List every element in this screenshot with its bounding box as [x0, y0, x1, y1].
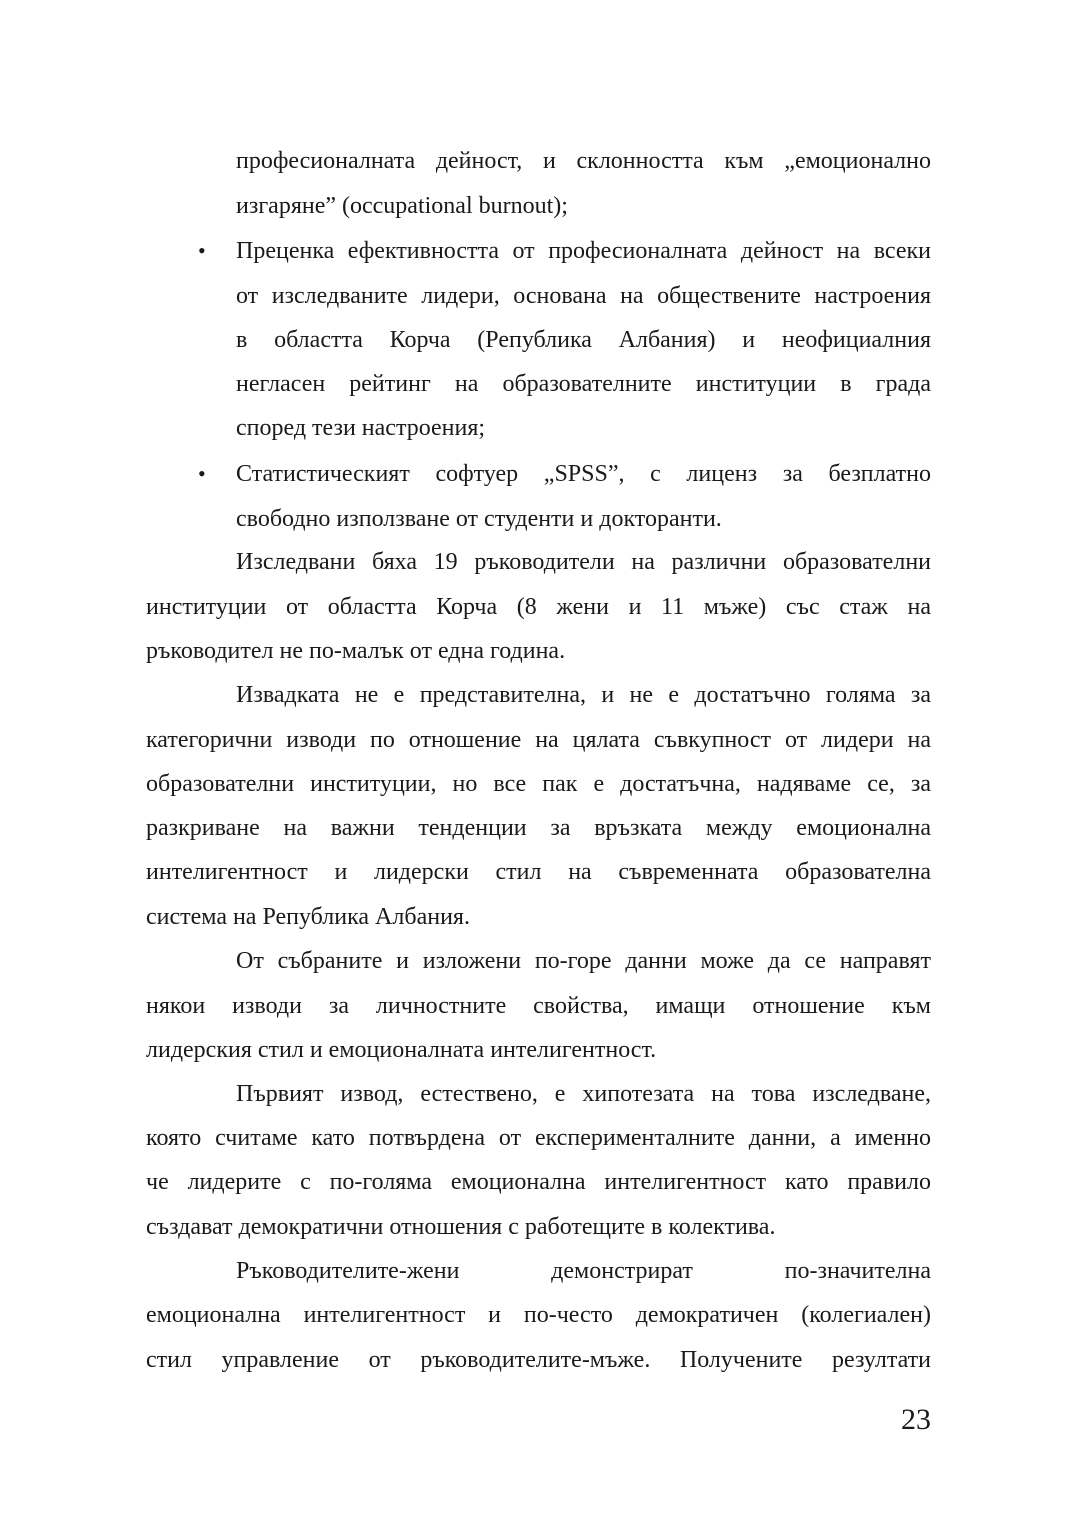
text-line: Ръководителите-жени демонстрират по-значителна	[236, 1258, 931, 1284]
text-line: Изследвани бяха 19 ръководители на различни образователни	[236, 549, 931, 575]
text-line: Статистическият софтуер „SPSS”, с лиценз за безплатно	[236, 461, 931, 487]
text-line: институции от областта Корча (8 жени и 11 мъже) със стаж на	[146, 594, 931, 620]
text-line: разкриване на важни тенденции за връзката между емоционална	[146, 815, 931, 841]
text-line: ръководител не по-малък от една година.	[146, 638, 566, 664]
text-line: според тези настроения;	[236, 415, 486, 441]
text-line: професионалната дейност, и склонността към „емоционално	[236, 148, 931, 174]
text-line: От събраните и изложени по-горе данни може да се направят	[236, 948, 931, 974]
text-line: в областта Корча (Република Албания) и неофициалния	[236, 327, 931, 353]
page-number: 23	[901, 1403, 931, 1436]
text-line: емоционална интелигентност и по-често демократичен (колегиален)	[146, 1302, 931, 1328]
bullet-icon: •	[198, 238, 206, 263]
text-line: категорични изводи по отношение на цялата съвкупност от лидери на	[146, 727, 931, 753]
text-line: че лидерите с по-голяма емоционална интелигентност като правило	[146, 1169, 931, 1195]
text-line: Преценка ефективността от професионалната дейност на всеки	[236, 238, 931, 264]
text-line: система на Република Албания.	[146, 904, 470, 930]
text-line: лидерския стил и емоционалната интелигентност.	[146, 1037, 657, 1063]
text-line: която считаме като потвърдена от експерименталните данни, а именно	[146, 1125, 931, 1151]
text-line: образователни институции, но все пак е достатъчна, надяваме се, за	[146, 771, 931, 797]
text-line: Извадката не е представителна, и не е достатъчно голяма за	[236, 682, 931, 708]
text-line: стил управление от ръководителите-мъже. Получените резултати	[146, 1347, 931, 1373]
text-line: свободно използване от студенти и докторанти.	[236, 506, 722, 532]
text-line: някои изводи за личностните свойства, имащи отношение към	[146, 993, 931, 1019]
text-line: интелигентност и лидерски стил на съвременната образователна	[146, 859, 931, 885]
text-line: изгаряне” (occupational burnout);	[236, 193, 568, 219]
text-line: Първият извод, естествено, е хипотезата на това изследване,	[236, 1081, 931, 1107]
text-line: негласен рейтинг на образователните институции в града	[236, 371, 931, 397]
text-line: от изследваните лидери, основана на обществените настроения	[236, 283, 931, 309]
bullet-icon: •	[198, 461, 206, 486]
text-line: създават демократични отношения с работещите в колектива.	[146, 1214, 776, 1240]
